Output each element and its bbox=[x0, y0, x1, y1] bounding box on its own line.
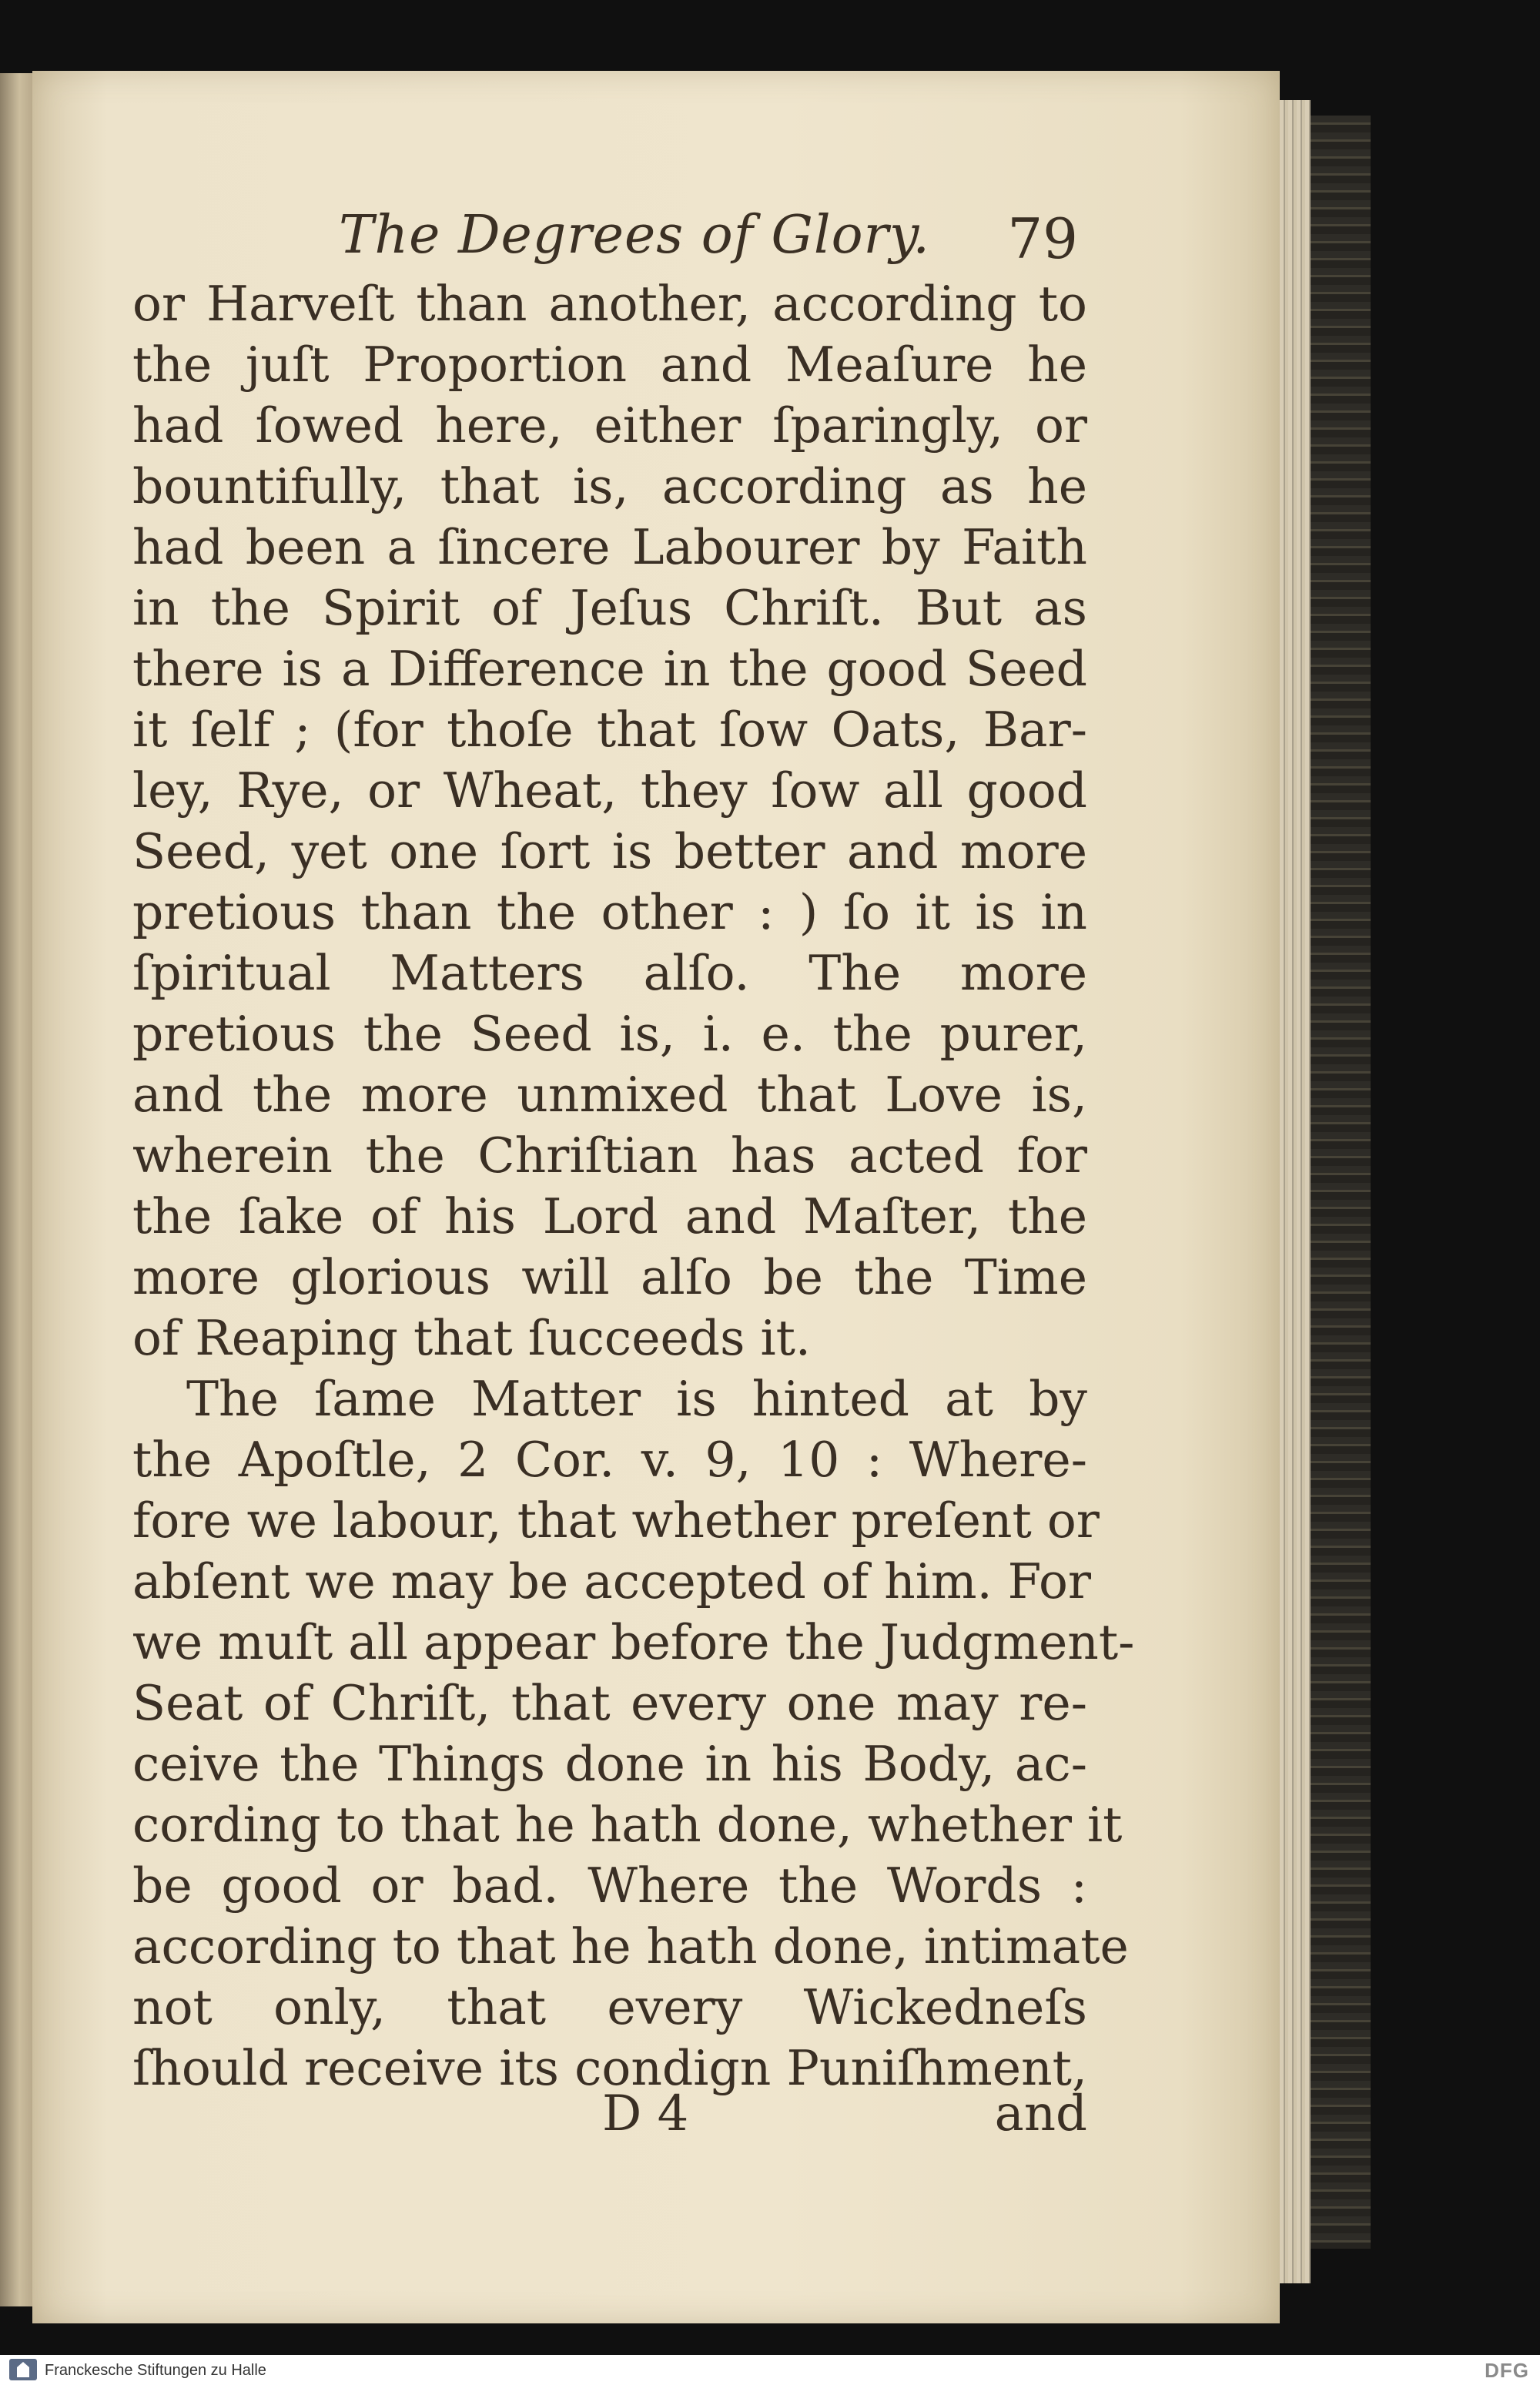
left-page-edge bbox=[0, 73, 32, 2306]
viewer-bottom-bar bbox=[0, 2355, 1540, 2385]
text-line: be good or bad. Where the Words : bbox=[132, 1857, 1087, 1914]
signature-mark: D 4 bbox=[602, 2085, 689, 2142]
text-line: according to that he hath done, intimate bbox=[132, 1918, 1129, 1975]
text-line: Seed, yet one ſort is better and more bbox=[132, 823, 1087, 879]
page-edges bbox=[1280, 100, 1311, 2283]
text-line: pretious the Seed is, i. e. the purer, bbox=[132, 1006, 1087, 1062]
text-line: in the Spirit of Jeſus Chriſt. But as bbox=[132, 580, 1087, 636]
text-line: ſpiritual Matters alſo. The more bbox=[132, 945, 1087, 1001]
text-line: had ſowed here, either ſparingly, or bbox=[132, 397, 1087, 454]
page-header bbox=[300, 191, 1109, 276]
text-line: ley, Rye, or Wheat, they ſow all good bbox=[132, 762, 1087, 819]
text-line: Seat of Chriſt, that every one may re- bbox=[132, 1675, 1087, 1731]
text-line: ceive the Things done in his Body, ac- bbox=[132, 1736, 1087, 1792]
archive-label: Franckesche Stiftungen zu Halle bbox=[45, 2362, 266, 2379]
text-line: The ſame Matter is hinted at by bbox=[186, 1371, 1087, 1427]
text-line: and the more unmixed that Love is, bbox=[132, 1067, 1087, 1123]
text-line: more glorious will alſo be the Time bbox=[132, 1249, 1087, 1305]
text-line: we muſt all appear before the Judgment- bbox=[132, 1614, 1135, 1670]
text-line: it ſelf ; (for thoſe that ſow Oats, Bar- bbox=[132, 702, 1087, 758]
catchword: and bbox=[994, 2085, 1087, 2142]
archive-logo-icon bbox=[9, 2359, 37, 2380]
text-line: the ſake of his Lord and Maſter, the bbox=[132, 1188, 1087, 1244]
text-line: of Reaping that ſucceeds it. bbox=[132, 1310, 811, 1366]
dfg-logo: DFG bbox=[1485, 2359, 1529, 2382]
text-line: the juſt Proportion and Meaſure he bbox=[132, 337, 1087, 393]
body-text bbox=[132, 273, 1135, 2099]
running-title: The Degrees of Glory. bbox=[339, 205, 931, 266]
text-line: abſent we may be accepted of him. For bbox=[132, 1553, 1091, 1610]
text-line: wherein the Chriſtian has acted for bbox=[132, 1127, 1087, 1184]
text-line: ſhould receive its condign Puniſhment, bbox=[132, 2040, 1087, 2096]
page-number: 79 bbox=[1007, 206, 1078, 271]
text-line: there is a Difference in the good Seed bbox=[132, 641, 1087, 697]
page-footer bbox=[132, 2085, 1087, 2155]
text-line: or Harveſt than another, according to bbox=[132, 276, 1087, 332]
text-line: fore we labour, that whether preſent or bbox=[132, 1492, 1100, 1549]
text-line: not only, that every Wickedneſs bbox=[132, 1979, 1087, 2035]
text-line: bountifully, that is, according as he bbox=[132, 458, 1087, 514]
book-cover bbox=[1311, 116, 1371, 2249]
text-line: cording to that he hath done, whether it bbox=[132, 1797, 1123, 1853]
text-line: pretious than the other : ) ſo it is in bbox=[132, 884, 1087, 940]
text-line: had been a ſincere Labourer by Faith bbox=[132, 519, 1087, 575]
text-line: the Apoſtle, 2 Cor. v. 9, 10 : Where- bbox=[132, 1432, 1087, 1488]
